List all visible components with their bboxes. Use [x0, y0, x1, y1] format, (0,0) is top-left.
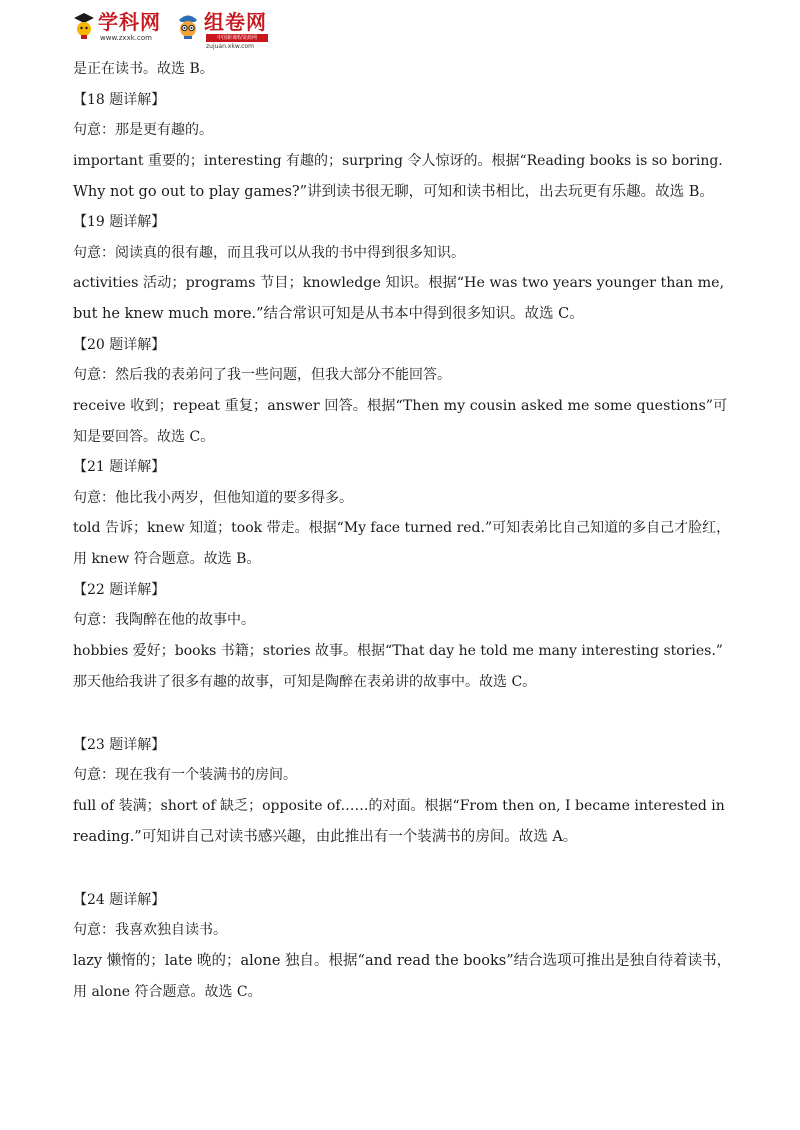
section-heading-18: 【18 题详解】 — [73, 92, 166, 108]
text-line: told 告诉；knew 知道；took 带走。根据“My face turned red.”可知表弟比自己知道的多自己才脸红， — [73, 520, 731, 536]
zujuan-logo — [176, 10, 276, 48]
text-line: 知是要回答。故选 C。 — [73, 429, 215, 445]
text-line: but he knew much more.”结合常识可知是从书本中得到很多知识。故选 C。 — [73, 306, 584, 322]
text-line: 句意：现在我有一个装满书的房间。 — [73, 767, 297, 783]
text-line: full of 装满；short of 缺乏；opposite of……的对面。根据“From then on, I became interested in — [73, 798, 725, 814]
text-line: 用 alone 符合题意。故选 C。 — [73, 984, 262, 1000]
text-line: 那天他给我讲了很多有趣的故事，可知是陶醉在表弟讲的故事中。故选 C。 — [73, 674, 537, 690]
text-line: reading.”可知讲自己对读书感兴趣，由此推出有一个装满书的房间。故选 A。 — [73, 829, 578, 845]
text-line: receive 收到；repeat 重复；answer 回答。根据“Then my cousin asked me some questions”可 — [73, 398, 728, 414]
text-line: important 重要的；interesting 有趣的；surpring 令人惊讶的。根据“Reading books is so boring. — [73, 153, 723, 169]
zujuan-slogan-badge: 中国新课程资源网 — [206, 34, 268, 42]
text-line: 句意：我喜欢独自读书。 — [73, 922, 227, 938]
text-line: Why not go out to play games?”讲到读书很无聊，可知和读书相比，出去玩更有乐趣。故选 B。 — [73, 184, 714, 200]
text-line: 句意：然后我的表弟问了我一些问题，但我大部分不能回答。 — [73, 367, 451, 383]
zxxk-logo — [72, 10, 168, 48]
text-line: 句意：我陶醉在他的故事中。 — [73, 612, 255, 628]
text-line: lazy 懒惰的；late 晚的；alone 独自。根据“and read the books”结合选项可推出是独自待着读书， — [73, 953, 732, 969]
mortarboard-mascot-icon — [72, 12, 96, 40]
section-heading-21: 【21 题详解】 — [73, 459, 166, 475]
page-header — [72, 10, 292, 50]
text-line: 句意：阅读真的很有趣，而且我可以从我的书中得到很多知识。 — [73, 245, 465, 261]
zxxk-site-text: www.zxxk.com — [100, 34, 152, 42]
section-heading-20: 【20 题详解】 — [73, 337, 166, 353]
zxxk-brand-text: 学科网 — [98, 10, 161, 34]
text-line: 句意：他比我小两岁，但他知道的要多得多。 — [73, 490, 353, 506]
text-line: 用 knew 符合题意。故选 B。 — [73, 551, 261, 567]
glasses-mascot-icon — [176, 12, 200, 40]
text-line: hobbies 爱好；books 书籍；stories 故事。根据“That day he told me many interesting stories.” — [73, 643, 723, 659]
text-line: activities 活动；programs 节目；knowledge 知识。根据“He was two years younger than me, — [73, 275, 725, 291]
zujuan-brand-text: 组卷网 — [204, 10, 267, 34]
zujuan-site-text: zujuan.xkw.com — [206, 43, 254, 50]
text-line: 是正在读书。故选 B。 — [73, 61, 214, 77]
text-line: 句意：那是更有趣的。 — [73, 122, 213, 138]
section-heading-19: 【19 题详解】 — [73, 214, 166, 230]
section-heading-24: 【24 题详解】 — [73, 892, 166, 908]
section-heading-22: 【22 题详解】 — [73, 582, 166, 598]
section-heading-23: 【23 题详解】 — [73, 737, 166, 753]
